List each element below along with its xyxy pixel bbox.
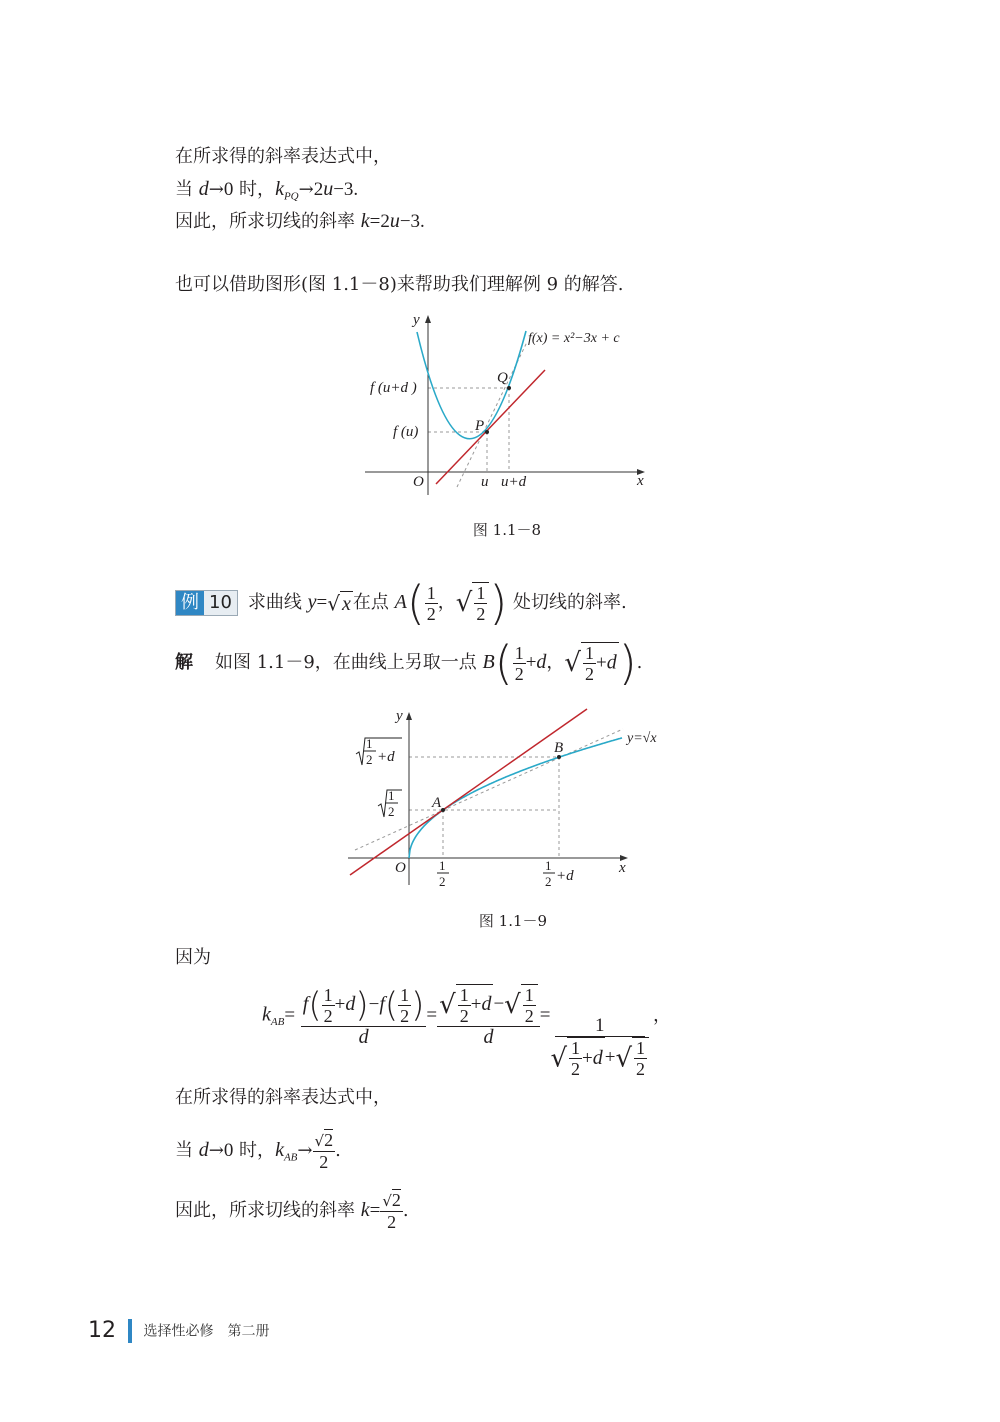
- text: 2: [387, 1212, 397, 1232]
- text: 时，: [233, 1140, 276, 1161]
- text-line: 因为: [175, 947, 211, 968]
- text: k: [360, 210, 370, 232]
- example-10: 例 10 求曲线 y=√ x 在点 A( $\frac{1}{2}$ ，√ $\frac{1}{2}$ ) 处切线的斜率.: [175, 582, 627, 624]
- text: →: [297, 1140, 313, 1161]
- text: f (u+d ): [370, 380, 417, 396]
- text: =: [284, 1004, 296, 1026]
- text: f(x) = x²−3x + c: [528, 331, 620, 346]
- text: →: [208, 179, 224, 200]
- solution-line: 解 如图 1.1－9，在曲线上另取一点 B( $\frac{1}{2}$ +d，√ $\frac{1}{2}$ +d).: [175, 636, 643, 690]
- text: x: [637, 473, 644, 489]
- text: O: [413, 474, 424, 490]
- text: x: [342, 592, 351, 615]
- text: AB: [283, 1151, 298, 1164]
- parabola-curve: [417, 331, 526, 439]
- text: 1: [545, 858, 552, 873]
- text: 1: [459, 985, 469, 1005]
- text: =: [539, 1004, 551, 1026]
- text: d: [198, 178, 209, 200]
- limit-line: [175, 177, 358, 209]
- text: y: [413, 312, 420, 328]
- text: 处切线的斜率.: [507, 592, 627, 613]
- text: −3.: [333, 179, 359, 200]
- text: .: [335, 1140, 341, 1161]
- text: 求曲线: [247, 592, 308, 613]
- text: 当: [175, 179, 199, 200]
- text: 1: [426, 582, 436, 603]
- text: −3.: [399, 211, 425, 232]
- text: d: [481, 993, 492, 1016]
- text: 2: [514, 663, 524, 684]
- text: k: [360, 1199, 370, 1221]
- text: +: [596, 652, 607, 674]
- text: 时，: [233, 179, 276, 200]
- text: ，: [437, 592, 456, 613]
- text: 1: [366, 736, 373, 751]
- text: 0: [223, 179, 234, 200]
- text: f: [302, 992, 309, 1015]
- text: d: [592, 1046, 603, 1069]
- conclusion-line: 因此，所求切线的斜率 k= $\frac{√2}{2}$ .: [175, 1190, 409, 1232]
- text: 1: [323, 984, 333, 1005]
- text: 2: [400, 1005, 410, 1026]
- text: 2: [380, 211, 390, 232]
- figure-caption: 图 1.1－8: [472, 521, 542, 539]
- text: →: [298, 179, 314, 200]
- text: =: [369, 1200, 381, 1221]
- text: Q: [497, 370, 508, 386]
- limit-line: 当 d→0 时，$k_{AB}\to$ $\frac{√2}{2}$ .: [175, 1130, 341, 1172]
- conclusion-line: [175, 209, 425, 234]
- text: +d: [556, 868, 574, 884]
- text: 因此，所求切线的斜率: [175, 211, 361, 232]
- text: =: [426, 1004, 438, 1026]
- text: y: [396, 708, 403, 724]
- text: −: [493, 993, 505, 1015]
- text: u: [323, 178, 334, 200]
- text: u: [389, 210, 400, 232]
- text: .: [402, 1200, 409, 1221]
- text: 1: [388, 788, 395, 803]
- text: 2: [571, 1059, 581, 1080]
- text: 2: [459, 1006, 469, 1026]
- text: A: [432, 795, 442, 811]
- text: 2: [585, 664, 594, 684]
- text: 2: [319, 1152, 329, 1172]
- page-footer: [88, 1318, 269, 1343]
- text: d: [358, 1025, 369, 1048]
- text: k: [275, 178, 284, 200]
- text: +: [604, 1046, 616, 1068]
- text: B: [554, 740, 564, 756]
- text: −: [368, 993, 380, 1015]
- text: 2: [439, 874, 446, 889]
- text: 1: [476, 583, 486, 603]
- text: 10: [204, 591, 237, 615]
- text: k: [262, 1003, 271, 1026]
- text: +: [582, 1047, 593, 1069]
- figure-1-1-9: [340, 700, 680, 900]
- text: 2: [324, 1130, 334, 1150]
- text: +: [470, 994, 482, 1016]
- text: d: [345, 992, 356, 1015]
- text: d: [536, 651, 547, 673]
- text: .: [636, 652, 643, 673]
- text: 解: [175, 652, 193, 673]
- text: 在点: [352, 592, 395, 613]
- text: 2: [636, 1059, 646, 1080]
- text: d: [198, 1139, 209, 1161]
- text: 2: [545, 874, 552, 889]
- text: 1: [514, 642, 524, 663]
- text: P: [475, 418, 485, 434]
- text: +: [525, 652, 537, 673]
- text: 1: [571, 1038, 581, 1059]
- text: 1: [400, 984, 410, 1005]
- text: 1: [636, 1038, 646, 1059]
- text: O: [395, 860, 406, 876]
- text: A: [394, 591, 407, 613]
- text: 1: [555, 1016, 645, 1037]
- text: f: [379, 992, 385, 1015]
- text: =: [369, 211, 381, 232]
- text: 2: [524, 1006, 534, 1026]
- text: 1: [524, 985, 534, 1005]
- text: 0: [223, 1140, 234, 1161]
- example-badge: [175, 590, 238, 616]
- figure-1-1-8: [360, 310, 660, 500]
- text: 2: [323, 1005, 333, 1026]
- text: 因此，所求切线的斜率: [175, 1200, 361, 1221]
- text: 2: [366, 752, 373, 767]
- figure-caption: 图 1.1－9: [478, 912, 548, 930]
- text: 当: [175, 1140, 199, 1161]
- text: y: [307, 591, 317, 613]
- text: PQ: [283, 190, 299, 203]
- text: B: [482, 651, 495, 673]
- text: 如图 1.1－9，在曲线上另取一点: [215, 652, 483, 673]
- text: 1: [585, 643, 594, 663]
- text: d: [606, 651, 617, 674]
- footer-bar: [128, 1319, 132, 1343]
- text: 2: [313, 179, 324, 200]
- tangent-line: [350, 709, 587, 875]
- book-title: 选择性必修 第二册: [143, 1323, 270, 1340]
- text: x: [619, 860, 626, 876]
- text: ，: [546, 652, 565, 673]
- text: +: [334, 993, 346, 1015]
- text: +d: [377, 749, 395, 765]
- text-line: 在所求得的斜率表达式中，: [175, 1087, 391, 1108]
- text: 2: [476, 604, 486, 624]
- text: u+d: [501, 474, 527, 490]
- page-number: 12: [88, 1318, 116, 1343]
- text: ，: [653, 1004, 672, 1026]
- text: f (u): [393, 424, 419, 440]
- text: k: [275, 1139, 284, 1161]
- text: AB: [270, 1016, 285, 1029]
- text: 1: [439, 858, 446, 873]
- text: d: [483, 1026, 494, 1048]
- text: 例: [176, 591, 204, 615]
- text: =: [316, 592, 328, 613]
- text: 2: [391, 1190, 401, 1210]
- text: →: [208, 1140, 224, 1161]
- text: 2: [426, 603, 436, 624]
- text-line: 在所求得的斜率表达式中，: [175, 146, 391, 167]
- slope-formula: $k_{AB}=$ f( $\frac{1}{2}$ +d)−f( $\frac{1}{2}$ ) d = √ $\frac{1}{2}$ +d −√ $\frac{1}{2}$ d = 1 √ $\frac{1}{2}$ +d +√ $\frac{1}{2}$ ，: [262, 984, 672, 1080]
- text-line: 也可以借助图形(图 1.1－8)来帮助我们理解例 9 的解答.: [175, 274, 624, 295]
- text: y=√x: [627, 731, 657, 746]
- text: 2: [388, 804, 395, 819]
- text: u: [481, 474, 489, 490]
